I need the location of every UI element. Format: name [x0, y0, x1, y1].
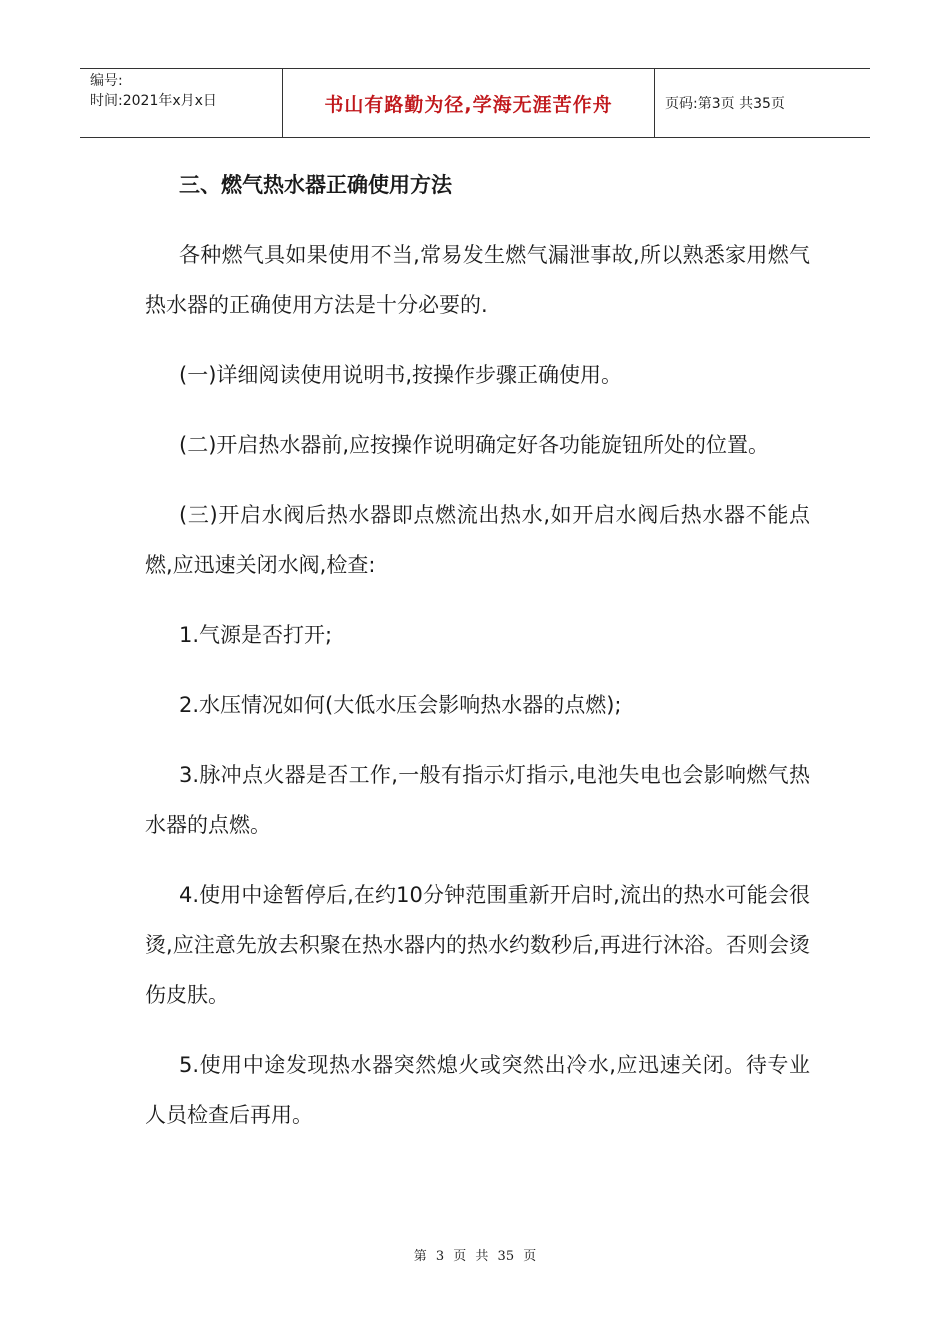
check-item-4: 4.使用中途暂停后,在约10分钟范围重新开启时,流出的热水可能会很烫,应注意先放去积聚在热水器内的热水约数秒后,再进行沐浴。否则会烫伤皮肤。 — [145, 883, 810, 1007]
paragraph-step-1: (一)详细阅读使用说明书,按操作步骤正确使用。 — [179, 363, 623, 387]
document-header — [80, 68, 870, 138]
section-heading: 三、燃气热水器正确使用方法 — [179, 173, 452, 197]
document-body — [145, 160, 810, 1160]
date-line: 时间:2021年x月x日 — [90, 93, 217, 109]
paragraph-step-3: (三)开启水阀后热水器即点燃流出热水,如开启水阀后热水器不能点燃,应迅速关闭水阀,检查: — [145, 503, 810, 577]
paragraph-intro: 各种燃气具如果使用不当,常易发生燃气漏泄事故,所以熟悉家用燃气热水器的正确使用方法是十分必要的. — [145, 243, 810, 317]
check-item-1: 1.气源是否打开; — [179, 623, 333, 647]
check-item-5: 5.使用中途发现热水器突然熄火或突然出冷水,应迅速关闭。待专业人员检查后再用。 — [145, 1053, 810, 1127]
page-footer: 第 3 页 共 35 页 — [413, 1249, 537, 1264]
header-page-cell — [655, 69, 870, 137]
header-meta-cell — [80, 69, 282, 137]
paragraph-step-2: (二)开启热水器前,应按操作说明确定好各功能旋钮所处的位置。 — [179, 433, 770, 457]
motto-text: 书山有路勤为径,学海无涯苦作舟 — [324, 93, 613, 116]
page-info: 页码:第3页 共35页 — [665, 96, 785, 112]
check-item-2: 2.水压情况如何(大低水压会影响热水器的点燃); — [179, 693, 622, 717]
number-label: 编号: — [90, 73, 123, 89]
check-item-3: 3.脉冲点火器是否工作,一般有指示灯指示,电池失电也会影响燃气热水器的点燃。 — [145, 763, 810, 837]
header-motto-cell — [282, 69, 655, 137]
